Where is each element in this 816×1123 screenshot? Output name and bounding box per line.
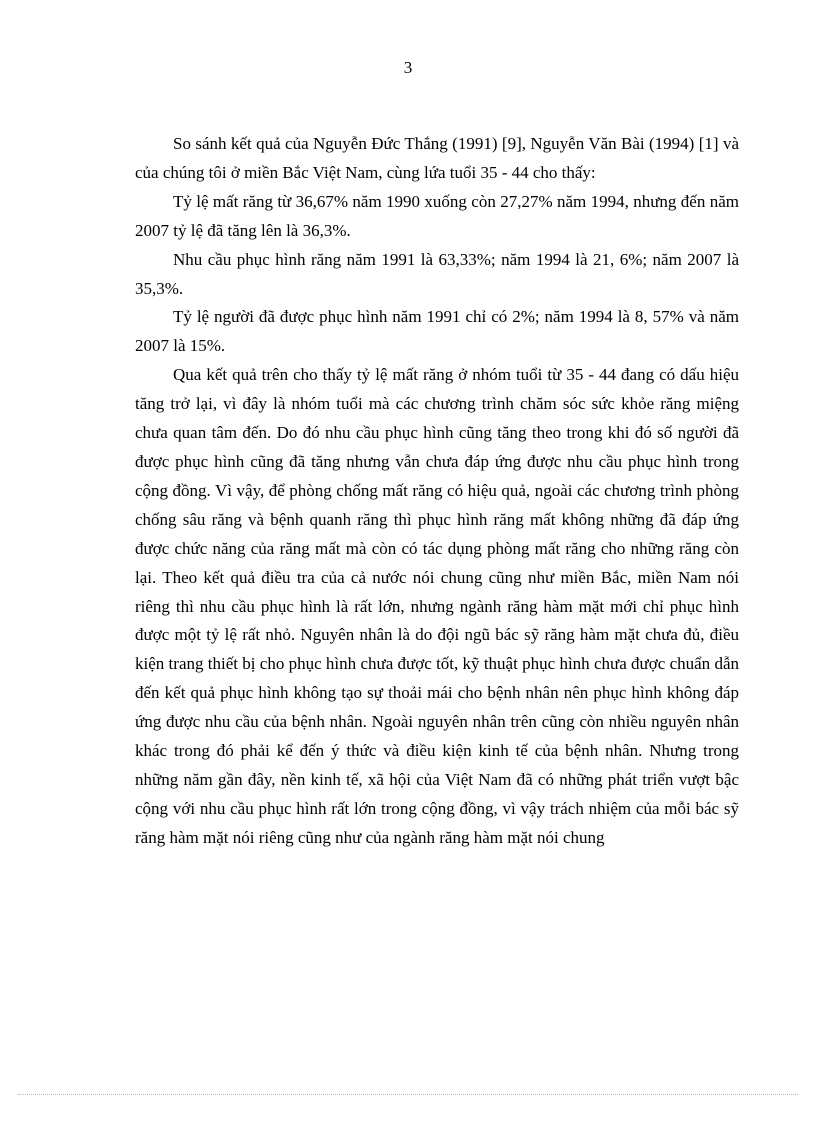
- paragraph-tooth-loss-rate: Tỷ lệ mất răng từ 36,67% năm 1990 xuống còn 27,27% năm 1994, nhưng đến năm 2007 tỷ lệ đã tăng lên là 36,3%.: [135, 191, 739, 240]
- paragraph-comparison-intro: So sánh kết quả của Nguyễn Đức Thắng (1991) [9], Nguyễn Văn Bài (1994) [1] và của chúng tôi ở miền Bắc Việt Nam, cùng lứa tuổi 35 - 44 cho thấy:: [135, 134, 739, 182]
- paragraph-discussion: Qua kết quả trên cho thấy tỷ lệ mất răng ở nhóm tuổi từ 35 - 44 đang có dấu hiệu tăng trở lại, vì đây là nhóm tuổi mà các chương trình chăm sóc sức khỏe răng miệng chưa quan tâm đến. Do đó nhu cầu phục hình cũng tăng theo trong khi đó số người đã được phục hình cũng đã tăng nhưng vẫn chưa đáp ứng được nhu cầu phục hình trong cộng đồng. Vì vậy, để phòng chống mất răng có hiệu quả, ngoài các chương trình phòng chống sâu răng và bệnh quanh răng thì phục hình răng mất không những đã đáp ứng được chức năng của răng mất mà còn có tác dụng phòng mất răng cho những răng còn lại. Theo kết quả điều tra của cả nước nói chung cũng như miền Bắc, miền Nam nói riêng thì nhu cầu phục hình là rất lớn, nhưng ngành răng hàm mặt mới chỉ phục hình được một tỷ lệ rất nhỏ. Nguyên nhân là do đội ngũ bác sỹ răng hàm mặt chưa đủ, điều kiện trang thiết bị cho phục hình chưa được tốt, kỹ thuật phục hình chưa được chuẩn dẫn đến kết quả phục hình không tạo sự thoải mái cho bệnh nhân nên phục hình không đáp ứng được nhu cầu của bệnh nhân. Ngoài nguyên nhân trên cũng còn nhiều nguyên nhân khác trong đó phải kể đến ý thức và điều kiện kinh tế của bệnh nhân. Nhưng trong những năm gần đây, nền kinh tế, xã hội của Việt Nam đã có những phát triển vượt bậc cộng với nhu cầu phục hình rất lớn trong cộng đồng, vì vậy trách nhiệm của mỗi bác sỹ răng hàm mặt nói riêng cũng như của ngành răng hàm mặt nói chung: [135, 365, 739, 847]
- paragraph-prosthetic-need: Nhu cầu phục hình răng năm 1991 là 63,33%; năm 1994 là 21, 6%; năm 2007 là 35,3%.: [135, 249, 739, 298]
- paragraph-prosthetic-received: Tỷ lệ người đã được phục hình năm 1991 chỉ có 2%; năm 1994 là 8, 57% và năm 2007 là 15%.: [135, 307, 739, 356]
- page-number: 3: [403, 58, 413, 77]
- body-text: [135, 130, 739, 853]
- page-bottom-divider: [18, 1094, 798, 1095]
